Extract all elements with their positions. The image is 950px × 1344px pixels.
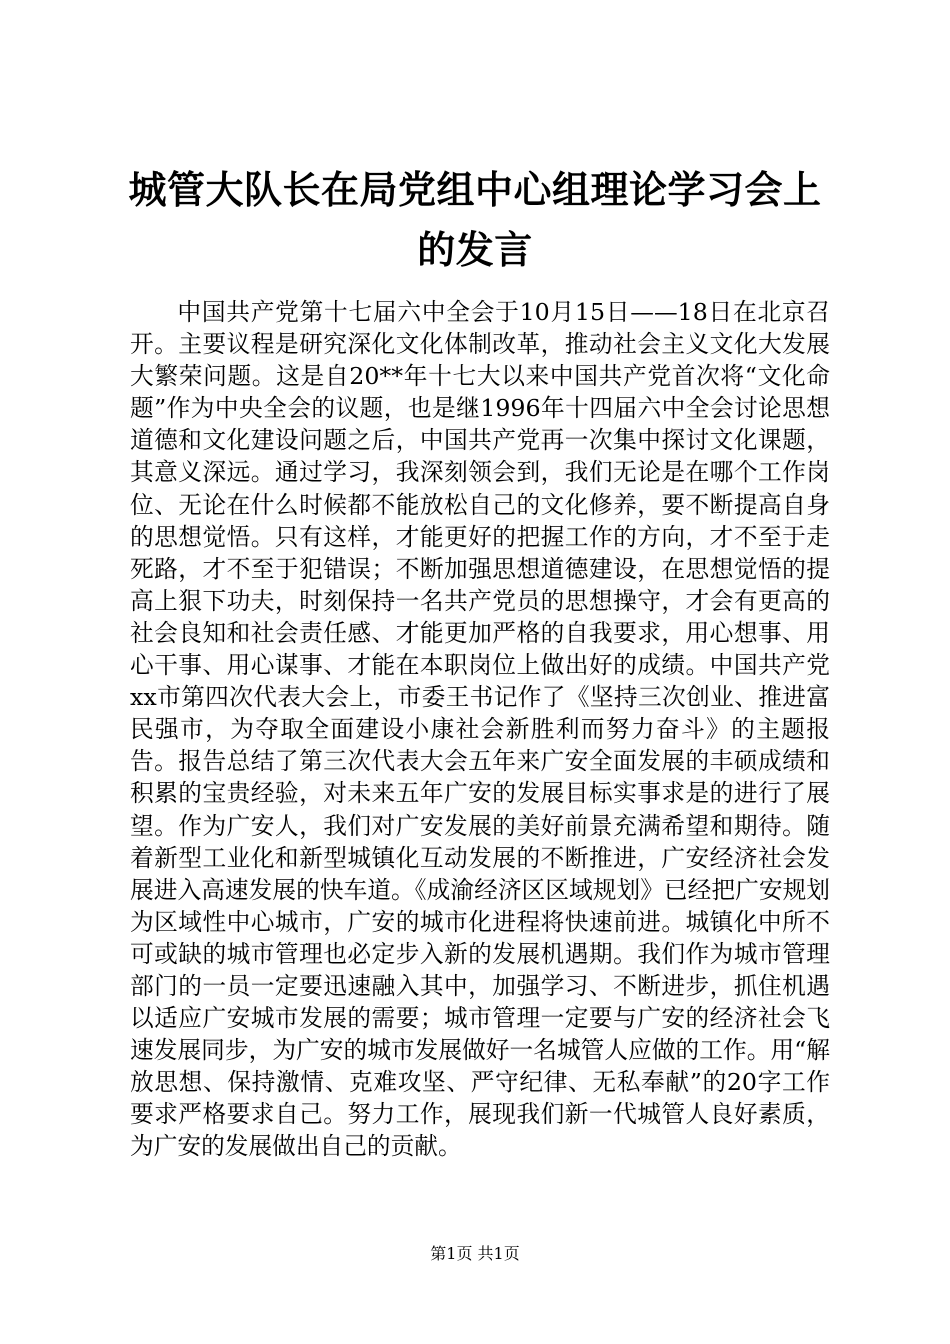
document-title: 城管大队长在局党组中心组理论学习会上的发言 [128, 167, 822, 272]
body-paragraph: 中国共产党第十七届六中全会于10月15日——18日在北京召开。主要议程是研究深化文化体制改革，推动社会主义文化大发展大繁荣问题。这是自20**年十七大以来中国共产党首次将“文化命题”作为中央全会的议题，也是继1996年十四届六中全会讨论思想道德和文化建设问题之后，中国共产党再一次集中探讨文化课题，其意义深远。通过学习，我深刻领会到，我们无论是在哪个工作岗位、无论在什么时候都不能放松自己的文化修养，要不断提高自身的思想觉悟。只有这样，才能更好的把握工作的方向，才不至于走死路，才不至于犯错误；不断加强思想道德建设，在思想觉悟的提高上狠下功夫，时刻保持一名共产党员的思想操守，才会有更高的社会良知和社会责任感、才能更加严格的自我要求，用心想事、用心干事、用心谋事、才能在本职岗位上做出好的成绩。中国共产党xx市第四次代表大会上，市委王书记作了《坚持三次创业、推进富民强市，为夺取全面建设小康社会新胜利而努力奋斗》的主题报告。报告总结了第三次代表大会五年来广安全面发展的丰硕成绩和积累的宝贵经验，对未来五年广安的发展目标实事求是的进行了展望。作为广安人，我们对广安发展的美好前景充满希望和期待。随着新型工业化和新型城镇化互动发展的不断推进，广安经济社会发展进入高速发展的快车道。《成渝经济区区域规划》已经把广安规划为区域性中心城市，广安的城市化进程将快速前进。城镇化中所不可或缺的城市管理也必定步入新的发展机遇期。我们作为城市管理部门的一员一定要迅速融入其中，加强学习、不断进步，抓住机遇以适应广安城市发展的需要；城市管理一定要与广安的经济社会飞速发展同步，为广安的城市发展做好一名城管人应做的工作。用“解放思想、保持激情、克难攻坚、严守纪律、无私奉献”的20字工作要求严格要求自己。努力工作，展现我们新一代城管人良好素质，为广安的发展做出自己的贡献。 [130, 298, 830, 1161]
page-footer: 第1页 共1页 [430, 1244, 520, 1263]
